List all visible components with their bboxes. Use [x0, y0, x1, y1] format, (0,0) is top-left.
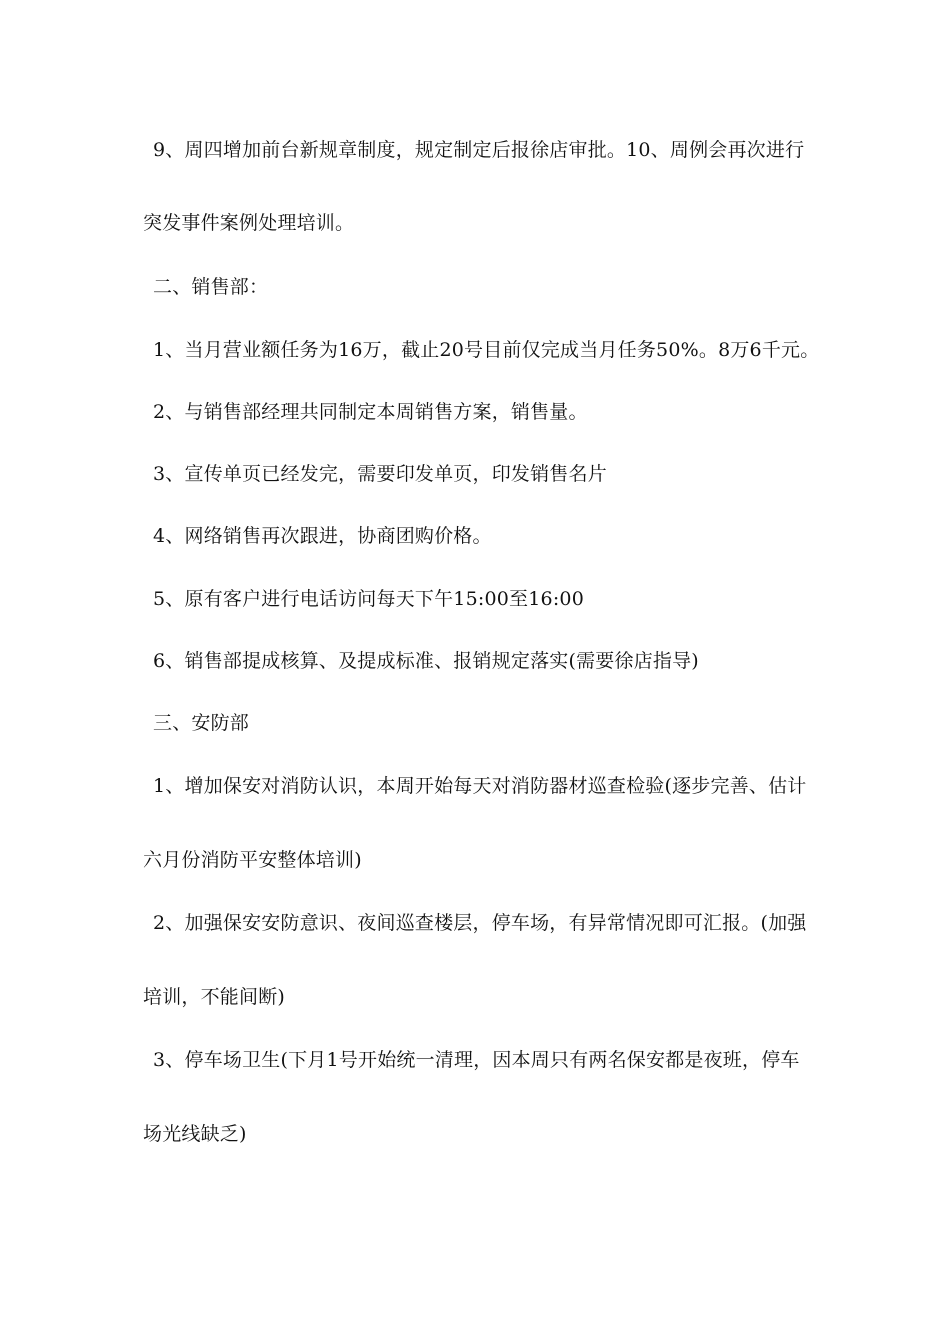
paragraph-line: 3、停车场卫生(下月1号开始统一清理，因本周只有两名保安都是夜班，停车: [153, 1049, 800, 1071]
paragraph-line: 1、当月营业额任务为16万，截止20号目前仅完成当月任务50%。8万6千元。: [153, 339, 820, 361]
paragraph-line: 六月份消防平安整体培训): [143, 849, 362, 871]
section-heading: 三、安防部: [153, 712, 250, 734]
paragraph-line: 6、销售部提成核算、及提成标准、报销规定落实(需要徐店指导): [153, 650, 699, 672]
paragraph-line: 5、原有客户进行电话访问每天下午15:00至16:00: [153, 588, 584, 610]
paragraph-line: 4、网络销售再次跟进，协商团购价格。: [153, 525, 492, 547]
paragraph-line: 9、周四增加前台新规章制度，规定制定后报徐店审批。10、周例会再次进行: [153, 139, 805, 161]
paragraph-line: 突发事件案例处理培训。: [143, 212, 355, 234]
section-heading: 二、销售部：: [153, 276, 269, 298]
paragraph-line: 1、增加保安对消防认识，本周开始每天对消防器材巡查检验(逐步完善、估计: [153, 775, 807, 797]
paragraph-line: 2、加强保安安防意识、夜间巡查楼层，停车场，有异常情况即可汇报。(加强: [153, 912, 807, 934]
paragraph-line: 2、与销售部经理共同制定本周销售方案，销售量。: [153, 401, 588, 423]
paragraph-line: 场光线缺乏): [143, 1123, 247, 1145]
paragraph-line: 培训，不能间断): [143, 986, 286, 1008]
paragraph-line: 3、宣传单页已经发完，需要印发单页，印发销售名片: [153, 463, 607, 485]
